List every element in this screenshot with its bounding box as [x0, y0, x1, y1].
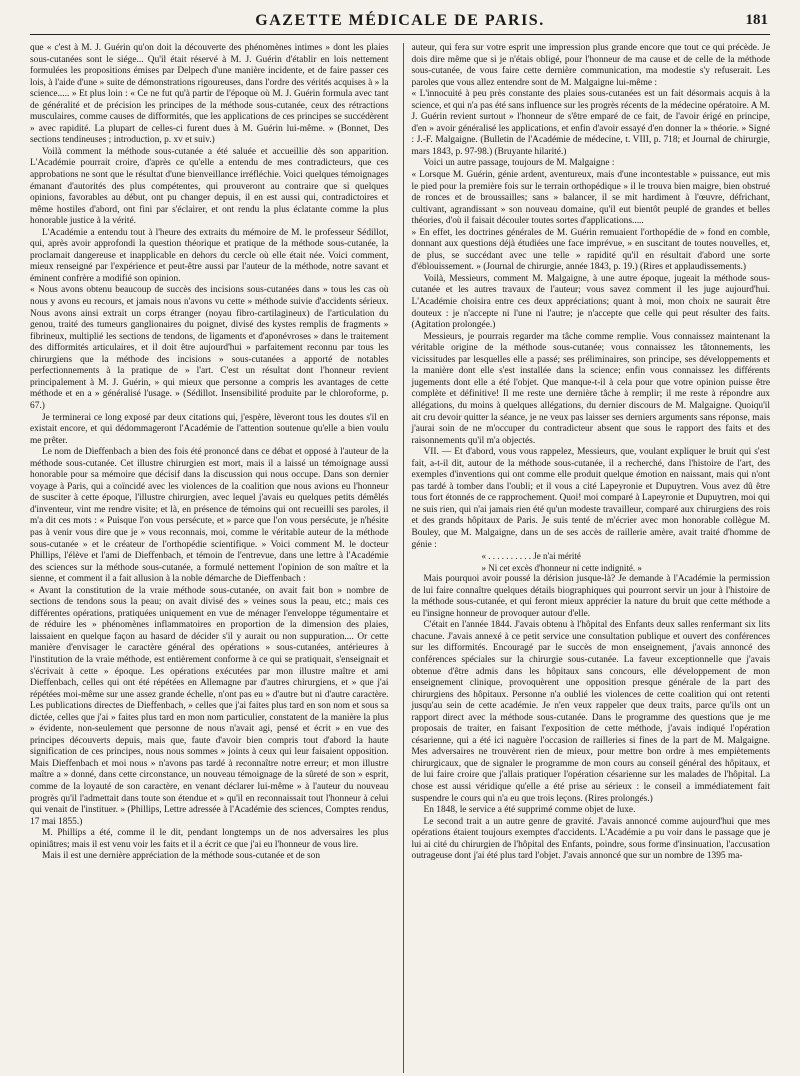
page-number: 181: [745, 12, 768, 28]
paragraph: « L'innocuité à peu près constante des plaies sous-cutanées est un fait désormais acquis à la science, et qui n'a pas été sans influence sur les progrès récents de la médecine opératoire. A M. J. Guérin revient surtout » l'honneur de s'être emparé de ce fait, de l'avoir érigé en principe, d'en » avoir généralisé les applications, et enfin d'avoir essayé d'en donner la » théorie. » Signé : J.-F. Malgaigne. (Bulletin de l'Académie de médecine, t. VIII, p. 718; et Journal de chirurgie, mars 1843, p. 97-98.) (Bruyante hilarité.): [411, 89, 770, 157]
paragraph: » En effet, les doctrines générales de M. Guérin remuaient l'orthopédie de » fond en comble, donnant aux questions déjà étudiées une face imprévue, » en suscitant de toutes nouvelles, et, de plus, se succédant avec une telle » rapidité qu'il en résultait d'abord une sorte d'éblouissement. » (Journal de chirurgie, année 1843, p. 19.) (Rires et applaudissements.): [411, 227, 770, 273]
paragraph: auteur, qui fera sur votre esprit une impression plus grande encore que tout ce qui précède. Je dois dire même que si je n'étais obligé, pour l'honneur de ma cause et de celle de la méthode sous-cutanée, de vous faire cette dernière communication, ma modestie s'y refuserait. Les paroles que vous allez entendre sont de M. Malgaigne lui-même :: [411, 43, 770, 88]
paragraph: En 1848, le service a été supprimé comme objet de luxe.: [423, 805, 636, 816]
paragraph: L'Académie a entendu tout à l'heure des extraits du mémoire de M. le professeur Sédillot, qui, après avoir approfondi la question théorique et pratique de la méthode sous-cutanée, la proclamait dangereuse et inapplicable en dehors du cercle où elle était née. Voici comment, mieux renseigné par l'expérience et peut-être aussi par l'auteur de la méthode, notre savant et éminent confrère a modifié son opinion.: [30, 227, 389, 284]
journal-title: GAZETTE MÉDICALE DE PARIS.: [255, 12, 545, 29]
paragraph: « Nous avons obtenu beaucoup de succès des incisions sous-cutanées dans » tous les cas où nous y avons eu recours, et jamais nous n'avons vu cette » méthode suivie d'accidents sérieux. Nous avons ainsi extrait un corps étranger (noyau fibro-cartilagineux) de l'articulation du genou, traité des tumeurs ganglionaires du poignet, divisé des kystes remplis de fragments » fibrineux, multiplié les sections de tendons, de ligaments et d'aponévroses » dans le traitement des difformités articulaires, et il doit être aujourd'hui » parfaitement reconnu par tous les chirurgiens que la méthode des incisions » sous-cutanées a apporté de notables perfectionnements à la pratique de » l'art. C'est un résultat dont l'honneur revient principalement à M. J. Guérin, » qui mieux que personne a compris les avantages de cette méthode et en a » généralisé l'usage. » (Sédillot. Insensibilité produite par le chloroforme, p. 67.): [30, 285, 389, 411]
paragraph: Le nom de Dieffenbach a bien des fois été prononcé dans ce débat et opposé à l'auteur de la méthode sous-cutanée. Cet illustre chirurgien est mort, mais il a laissé un témoignage aussi honorable pour sa mémoire que décisif dans la discussion qui nous occupe. Dans son dernier voyage à Paris, qui a coïncidé avec les violences de la coalition que nous avions eu l'honneur de susciter à cette époque, l'illustre chirurgien, avec lequel j'avais eu quelques petits démêlés d'inventeur, vint me rendre visite; et là, en présence de témoins qui ont recueilli ses paroles, il m'a dit ces mots : « Puisque l'on vous persécute, et » parce que l'on vous persécute, je n'hésite pas à venir vous dire que je » vous reconnais, moi, comme le véritable auteur de la méthode sous-cutanée » et le créateur de l'orthopédie scientifique. » Voici comment M. le docteur Phillips, l'élève et l'ami de Dieffenbach, et témoin de l'entrevue, dans une lettre à l'Académie des sciences sur la méthode sous-cutanée, a formulé nettement l'opinion de son maître et la sienne, et comment il a fait allusion à la noble démarche de Dieffenbach :: [30, 447, 389, 585]
paragraph: Voici un autre passage, toujours de M. Malgaigne :: [423, 158, 615, 169]
paragraph: Mais il est une dernière appréciation de la méthode sous-cutanée et de son: [42, 851, 321, 862]
verse-line: « . . . . . . . . . . Je n'ai mérité: [481, 551, 581, 562]
text-columns: [30, 43, 770, 1073]
page-header: [30, 8, 770, 35]
paragraph: « Avant la constitution de la vraie méthode sous-cutanée, on avait fait bon » nombre de sections de tendons sous la peau; on avait divisé des » veines sous la peau, etc.; mais ces différentes opérations, pratiquées uniquement en vue de ménager l'enveloppe tégumentaire et de réduire les » phénomènes inflammatoires en proportion de la dimension des plaies, laissaient en quelque façon au hasard de décider s'il y aurait ou non suppuration.... Or cette manière d'envisager le caractère général des opérations » sous-cutanées, antérieures à l'institution de la vraie méthode, est entièrement conforme à ce qui se pratiquait, s'enseignait et s'écrivait à cette » époque. Les opérations exécutées par mon illustre maître et ami Dieffenbach, celles qui ont été répétées en Allemagne par d'autres chirurgiens, et » que j'ai répétées moi-même sur une assez grande échelle, n'ont pas eu » d'autre but ni d'autre caractère. Les publications directes de Dieffenbach, » celles que j'ai faites plus tard en son nom et sous sa dictée, celles que j'ai » faites plus tard en mon nom particulier, constatent de la manière la plus » évidente, non-seulement que personne de nous n'avait agi, pensé et écrit » en vue des principes découverts depuis, mais que, faute d'avoir bien compris tout d'abord la haute signification de ces principes, nous nous sommes » joints à ceux qui leur faisaient opposition. Mais Dieffenbach et moi nous » n'avons pas tardé à reconnaître notre erreur; et mon illustre maître a » donné, dans cette circonstance, un nouveau témoignage de la sûreté de son » esprit, comme de la loyauté de son caractère, en venant déclarer lui-même » à l'auteur du nouveau progrès qu'il l'admettait dans toute son étendue et » qu'il en reconnaissait tout l'honneur à celui qui venait de l'instituer. » (Phillips, Lettre adressée à l'Académie des sciences, Comptes rendus, 17 mai 1855.): [30, 585, 389, 827]
paragraph: Je terminerai ce long exposé par deux citations qui, j'espère, lèveront tous les doutes s'il en existait encore, et qui dédommageront l'Académie de l'attention soutenue qu'elle a bien voulu me prêter.: [30, 412, 389, 446]
paragraph: « Lorsque M. Guérin, génie ardent, aventureux, mais d'une incontestable » puissance, eut mis le pied pour la première fois sur le terrain orthopédique » il le trouva bien maigre, bien obstrué de ronces et de broussailles; sans » balancer, il se mit hardiment à l'œuvre, défrichant, cultivant, agrandissant » son nouveau domaine, qu'il eut bientôt peuplé de grandes et belles théories, d'où il faisait découler toutes sortes d'applications.....: [411, 170, 770, 227]
paragraph: que « c'est à M. J. Guérin qu'on doit la découverte des phénomènes intimes » dont les plaies sous-cutanées sont le siége... Qu'il était réservé à M. J. Guérin d'établir en lois nettement formulées les propositions émises par Delpech d'une manière incidente, et de faire passer ces lois, à l'aide d'une » suite de démonstrations rigoureuses, dans l'ordre des vérités acquises à » la science..... » Et plus loin : « Ce ne fut qu'à partir de l'époque où M. J. Guérin formula avec tant de généralité et de précision les principes de la méthode sous-cutanée, ceux des rétractions musculaires, comme causes de difformités, que les applications de ces principes se succédèrent » avec rapidité. La plupart de celles-ci furent dues à M. Guérin lui-même. » (Bonnet, Des sections tendineuses ; introduction, p. xv et suiv.): [30, 43, 389, 146]
paragraph: M. Phillips a été, comme il le dit, pendant longtemps un de nos adversaires les plus opiniâtres; mais il est venu voir les faits et il a écrit ce que j'ai eu l'honneur de vous lire.: [30, 828, 389, 850]
paragraph: Voilà, Messieurs, comment M. Malgaigne, à une autre époque, jugeait la méthode sous-cutanée et les autres travaux de l'auteur; vous savez comment il les juge aujourd'hui. L'Académie choisira entre ces deux appréciations; quant à moi, mon choix ne saurait être douteux : je n'accepte ni l'une ni l'autre; je n'accepte que celle qui peut résulter des faits. (Agitation prolongée.): [411, 273, 770, 331]
paragraph: Voilà comment la méthode sous-cutanée a été saluée et accueillie dès son apparition. L'Académie pourrait croire, d'après ce qu'elle a entendu de mes contradicteurs, que ces approbations ne sont que le résultat d'une bienveillance irréfléchie. Voici quelques témoignages émanant d'autorités des plus compétentes, qui prouveront au contraire que si quelques opinions, favorables au début, ont pu changer depuis, il en est aussi qui, contradictoires et même hostiles d'abord, ont fini par s'éclairer, et ont rendu la plus éclatante comme la plus honorable justice à la vérité.: [30, 146, 389, 227]
paragraph: Mais pourquoi avoir poussé la dérision jusque-là? Je demande à l'Académie la permission de lui faire connaître quelques détails biographiques qui pourront servir un jour à l'histoire de la méthode sous-cutanée, et qui feront mieux apprécier la nature du bruit que cette méthode a eu l'insigne honneur de provoquer autour d'elle.: [411, 574, 770, 619]
verse-line: » Ni cet excès d'honneur ni cette indignité. »: [481, 562, 642, 573]
right-column: [403, 43, 771, 1073]
paragraph: Le second trait a un autre genre de gravité. J'avais annoncé comme aujourd'hui que mes opérations étaient toujours exemptes d'accidents. L'Académie a pu voir dans le passage que je lui ai cité du chirurgien de l'hôpital des Enfants, poindre, sous forme d'insinuation, l'accusation outrageuse dont j'ai été plus tard l'objet. J'avais annoncé que sur un nombre de 1395 ma-: [411, 816, 770, 862]
paragraph: C'était en l'année 1844. J'avais obtenu à l'hôpital des Enfants deux salles renfermant six lits chacune. J'avais annexé à ce petit service une consultation publique et ouvert des conférences sur les difformités. Encouragé par le succès de mon enseignement, j'avais annoncé des conférences spéciales sur la chirurgie sous-cutanée. La faveur exceptionnelle que j'avais obtenue d'être admis dans les hôpitaux sans concours, elle développement de mon enseignement clinique, provoquèrent une opposition presque générale de la part des chirurgiens des hôpitaux. Personne n'a oublié les violences de cette coalition qui ont retenti jusqu'au sein de cette académie. Je n'en veux rappeler que deux traits, parce qu'ils ont un rapport direct avec la méthode sous-cutanée. Dans le programme des questions que je me proposais de traiter, en faisant l'exposition de cette méthode, j'avais indiqué l'opération césarienne, qui a été ici naguère l'occasion de railleries si fines de la part de M. Malgaigne. Mes adversaires ne trouvèrent rien de mieux, pour mettre bon ordre à mes empiètements chirurgicaux, que de signaler le programme de mon cours au conseil général des hôpitaux, et de lui faire croire que j'allais pratiquer l'opération césarienne sur les malades de l'hôpital. La chose est aussi véridique qu'elle a été prise au sérieux : le conseil a immédiatement fait suspendre le cours qui n'a eu que trois leçons. (Rires prolongés.): [411, 620, 770, 804]
left-column: [30, 43, 389, 1073]
paragraph: VII. — Et d'abord, vous vous rappelez, Messieurs, que, voulant expliquer le bruit qui s'est fait, a-t-il dit, autour de la méthode sous-cutanée, il a recherché, dans l'histoire de l'art, des exemples d'inventions qui ont comme elle produit quelque émotion en naissant, mais qui n'ont pas tardé à tomber dans l'oubli; et il vous a cité Lapeyronie et Dupuytren. Vous avez dû être tous fort étonnés de ce rapprochement. Quoi! moi comparé à Lapeyronie et Dupuytren, moi qui ne suis rien, qui n'ai jamais rien été qu'un modeste travailleur, comparé aux chirurgiens des rois et des grands hôpitaux de Paris. Je suis tenté de m'écrier avec mon honorable collègue M. Bouley, que M. Malgaigne, dans un de ses accès de raillerie amère, avait traité d'homme de génie :: [411, 447, 770, 550]
paragraph: Messieurs, je pourrais regarder ma tâche comme remplie. Vous connaissez maintenant la véritable origine de la méthode sous-cutanée; vous connaissez les tâtonnements, les vicissitudes par lesquelles elle a passé; ses préliminaires, son principe, ses développements et la manière dont elle s'est installée dans la science; enfin vous connaissez les différents jugements dont elle a été l'objet. Que manque-t-il à cela pour que votre opinion puisse être complète et définitive! Il me reste une dernière tâche à remplir; il me reste à répondre aux allégations, du moins à quelques allégations, du dernier discours de M. Malgaigne. Quoiqu'il ait cru devoir quitter la séance, je ne veux pas laisser ses derniers arguments sans réponse, mais j'aurai soin de ne m'occuper du contradicteur absent que sous le rapport des faits et des raisonnements qu'il m'a objectés.: [411, 331, 770, 446]
